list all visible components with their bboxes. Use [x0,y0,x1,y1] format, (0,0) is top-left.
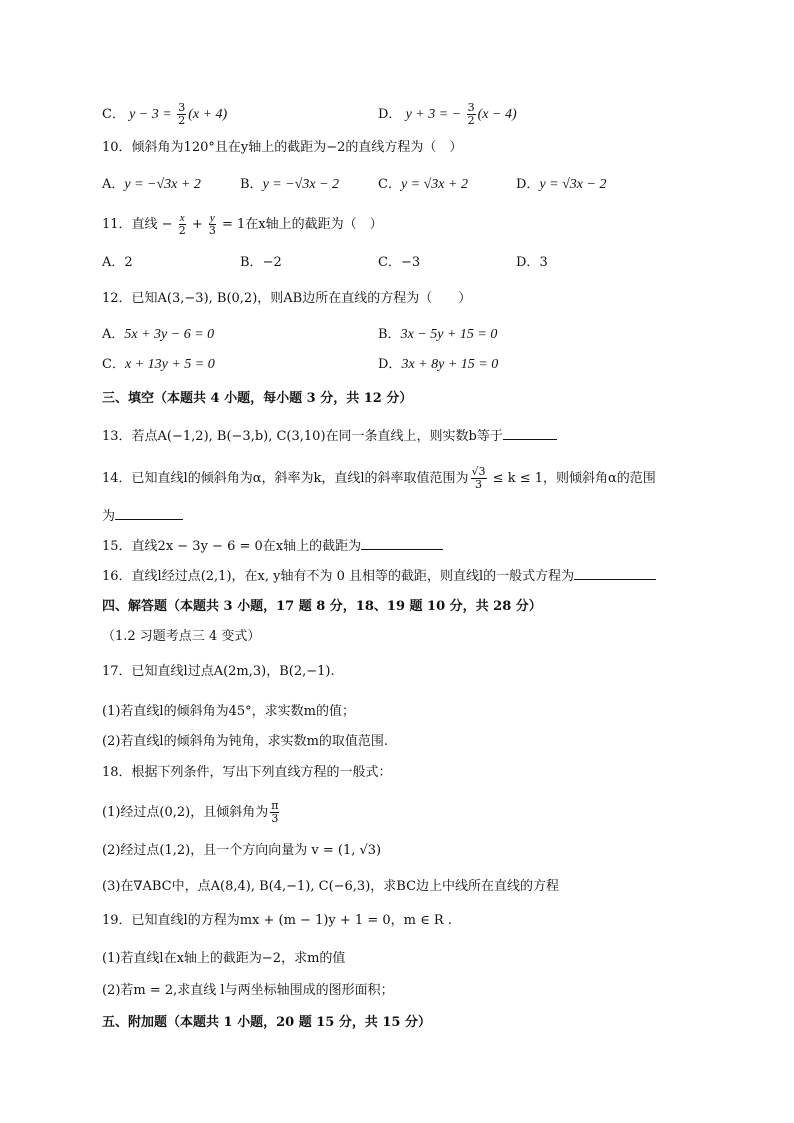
q17-part1: (1)若直线l的倾斜角为45°，求实数m的值； [102,704,355,719]
option-label: B． [378,327,401,342]
q11-option-c [378,254,420,272]
option-text: y = √3x + 2 [400,177,468,192]
frac-den: 3 [271,812,279,825]
option-text: y = √3x − 2 [539,177,607,192]
source-note: （1.2 习题考点三 4 变式） [102,629,261,644]
option-label: D． [516,177,540,192]
stem-text: 15．直线2x − 3y − 6 = 0在x轴上的截距为 [102,539,362,554]
frac-den: 3 [475,478,483,491]
section-title-bonus: 五、附加题（本题共 1 小题，20 题 15 分，共 15 分） [102,1015,431,1030]
frac-den: 2 [467,114,475,127]
stem-text: + [187,217,207,232]
q18-part3: (3)在∇ABC中，点A(8,4), B(4,−1), C(−6,3)，求BC边上中线所在直线的方程 [102,879,560,894]
stem-text: 11．直线 − [102,217,177,232]
q17-part2: (2)若直线l的倾斜角为钝角，求实数m的取值范围. [102,734,389,749]
fraction [467,102,476,127]
option-label: C． [378,177,401,192]
q11-option-b [240,254,282,272]
section-title-solutions: 四、解答题（本题共 3 小题，17 题 8 分，18、19 题 10 分，共 28 分） [102,599,542,614]
stem-text: 13．若点A(−1,2), B(−3,b), C(3,10)在同一条直线上，则实数b等于 [102,429,503,444]
option-text: y = −√3x − 2 [262,177,340,192]
option-label: B． [240,177,263,192]
answer-blank[interactable] [361,536,443,550]
math-expr: y − 3 = [129,107,176,122]
q10-option-d [516,176,606,194]
option-label: D． [516,255,540,270]
frac-den: 2 [178,114,186,127]
option-text: y = −√3x + 2 [124,177,201,192]
option-label: A． [102,177,125,192]
section-title-fill-blank: 三、填空（本题共 4 小题，每小题 3 分，共 12 分） [102,391,413,406]
q14-stem [102,466,656,491]
fraction [270,800,279,825]
option-label: A． [102,255,125,270]
q18-part2: (2)经过点(1,2)，且一个方向向量为 v = (1, √3) [102,843,382,858]
option-label: A． [102,327,125,342]
stem-text: 14．已知直线l的倾斜角为α，斜率为k，直线l的斜率取值范围为 [102,471,469,486]
option-text: −3 [400,255,421,270]
stem-text: 16．直线l经过点(2,1)，在x, y轴有不为 0 且相等的截距，则直线l的一般式方程为 [102,569,575,584]
q10-option-c [378,176,468,194]
q9-option-c [102,102,227,127]
q12-stem: 12．已知A(3,−3), B(0,2)，则AB边所在直线的方程为（ ） [102,291,472,306]
q11-option-a [102,254,133,272]
q15-stem [102,536,443,556]
frac-den: 2 [178,224,186,237]
option-label: B． [240,255,263,270]
q12-option-c [102,356,215,374]
q10-stem: 10．倾斜角为120°且在y轴上的截距为−2的直线方程为（ ） [102,140,463,155]
math-expr: (x − 4) [477,107,517,122]
q13-stem [102,426,557,446]
stem-text: (1)经过点(0,2)，且倾斜角为 [102,805,269,820]
fraction [179,212,186,237]
math-expr: y + 3 = − [405,107,465,122]
q11-option-d [516,254,548,272]
q17-stem: 17．已知直线l过点A(2m,3)，B(2,−1). [102,664,335,679]
fraction [177,102,186,127]
q18-stem: 18．根据下列条件，写出下列直线方程的一般式： [102,765,392,780]
option-label: C． [102,357,125,372]
stem-text: ≤ k ≤ 1，则倾斜角α的范围 [488,471,656,486]
frac-num: x [179,212,185,224]
option-label: D． [378,107,402,122]
option-text: x + 13y + 5 = 0 [124,357,215,372]
q12-option-a [102,326,214,344]
frac-num: 3 [467,101,475,114]
q11-stem [102,212,383,237]
frac-num: √3 [471,465,486,478]
q10-option-b [240,176,339,194]
frac-num: π [271,799,279,812]
option-label: D． [378,357,402,372]
option-text: 3x + 8y + 15 = 0 [401,357,499,372]
option-text: −2 [262,255,282,270]
q14-stem-line2 [102,506,183,526]
frac-num: y [209,212,215,224]
q19-stem: 19．已知直线l的方程为mx + (m − 1)y + 1 = 0，m ∈ R . [102,913,452,928]
frac-den: 3 [208,224,216,237]
q18-part1 [102,800,281,825]
stem-text: = 1在x轴上的截距为（ ） [217,217,383,232]
q19-part2: (2)若m = 2,求直线 l与两坐标轴围成的图形面积； [102,983,394,998]
option-text: 3x − 5y + 15 = 0 [400,327,498,342]
option-label: C． [102,107,125,122]
option-text: 5x + 3y − 6 = 0 [124,327,215,342]
math-expr: (x + 4) [188,107,228,122]
q9-option-d [378,102,517,127]
q16-stem [102,566,656,586]
stem-text: 为 [102,509,116,524]
option-text: 2 [124,255,133,270]
q12-option-d [378,356,498,374]
answer-blank[interactable] [503,426,557,440]
frac-num: 3 [178,101,186,114]
answer-blank[interactable] [574,566,656,580]
fraction [471,466,487,491]
option-text: 3 [539,255,548,270]
fraction [209,212,216,237]
q19-part1: (1)若直线l在x轴上的截距为−2，求m的值 [102,951,346,966]
option-label: C． [378,255,401,270]
answer-blank[interactable] [115,506,183,520]
q12-option-b [378,326,497,344]
q10-option-a [102,176,201,194]
